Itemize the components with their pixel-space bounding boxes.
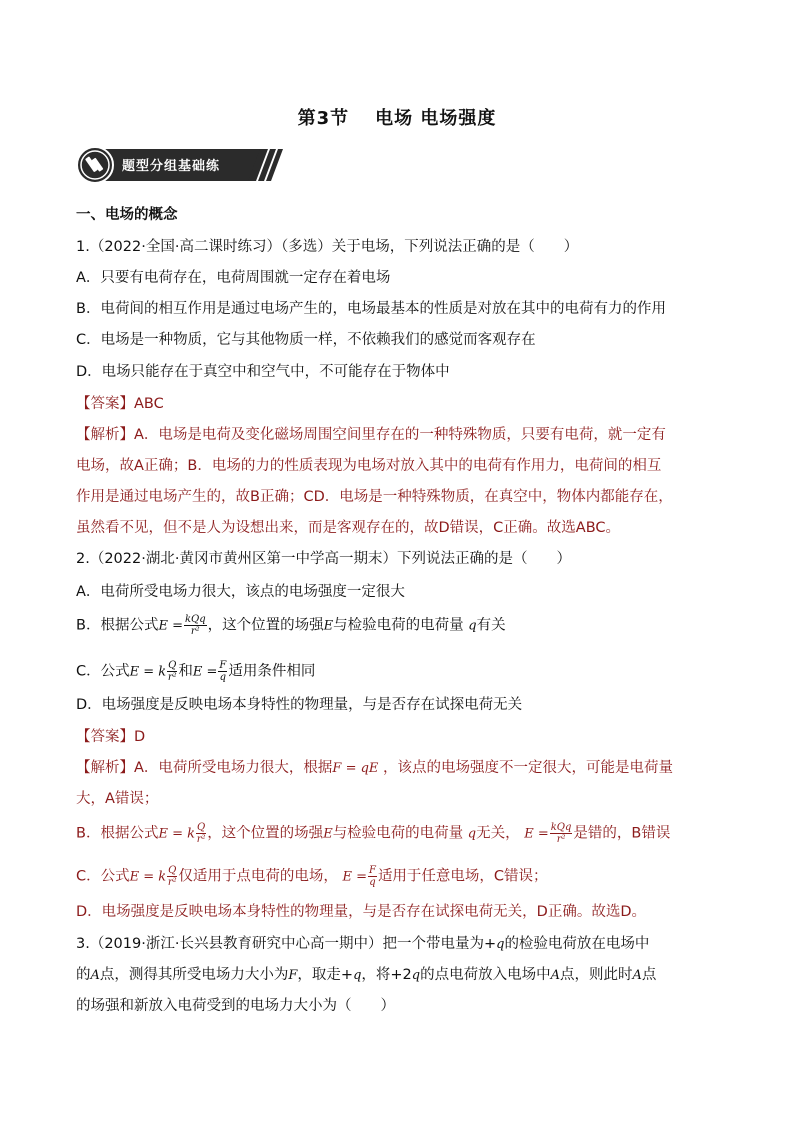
- question-1-option-d: D．电场只能存在于真空中和空气中，不可能存在于物体中: [76, 364, 450, 380]
- question-2-analysis-b: B．根据公式E = k $\frac{Q}{\text{r²}}$ ，这个位置的场强E与检验电荷的电荷量 q无关， E = $\frac{\text{kQq}}{\text{r²}}$ 是错的，B错误: [76, 822, 671, 845]
- question-3-stem-line: 3.（2019·浙江·长兴县教育研究中心高一期中）把一个带电量为+q的检验电荷放在电场中: [76, 936, 650, 952]
- question-1-stem: 1.（2022·全国·高二课时练习）（多选）关于电场，下列说法正确的是（ ）: [76, 239, 579, 255]
- formula-fraction: $\frac{Q}{\text{r²}}$: [196, 822, 206, 845]
- question-2-option-b: B．根据公式E = $\frac{\text{kQq}}{\text{r²}}$ ，这个位置的场强E与检验电荷的电荷量 q有关: [76, 614, 506, 637]
- question-1-option-a: A．只要有电荷存在，电荷周围就一定存在着电场: [76, 270, 391, 286]
- question-1-answer: 【答案】ABC: [76, 396, 164, 412]
- question-1-analysis-line: 作用是通过电场产生的，故B正确；CD．电场是一种特殊物质，在真空中，物体内都能存在，: [76, 489, 673, 505]
- question-3-stem-line: 的A点，测得其所受电场力大小为F，取走+q，将+2q的点电荷放入电场中A点，则此时A点: [76, 967, 657, 983]
- question-2-analysis-a: 【解析】A．电荷所受电场力很大，根据F = qE ，该点的电场强度不一定很大，可能是电荷量: [76, 760, 674, 776]
- question-2-option-d: D．电场强度是反映电场本身特性的物理量，与是否存在试探电荷无关: [76, 697, 523, 713]
- banner-label: 题型分组基础练: [122, 159, 221, 174]
- question-2-answer: 【答案】D: [76, 729, 146, 745]
- question-1-analysis-line: 电场，故A正确；B．电场的力的性质表现为电场对放入其中的电荷有作用力，电荷间的相互: [76, 458, 662, 474]
- question-3-stem-line: 的场强和新放入电荷受到的电场力大小为（ ）: [76, 998, 395, 1014]
- section-title: 第3节 电场 电场强度: [297, 108, 497, 129]
- question-1-option-b: B．电荷间的相互作用是通过电场产生的，电场最基本的性质是对放在其中的电荷有力的作用: [76, 301, 666, 317]
- question-2-analysis-c: C．公式E = k $\frac{Q}{\text{r²}}$ 仅适用于点电荷的电场， E = $\frac{F}{q}$ 适用于任意电场，C错误；: [76, 865, 548, 888]
- formula-fraction: $\frac{\text{kQq}}{\text{r²}}$: [184, 614, 206, 637]
- question-1-analysis-line: 虽然看不见，但不是人为设想出来，而是客观存在的，故D错误，C正确。故选ABC。: [76, 520, 621, 536]
- question-2-stem: 2.（2022·湖北·黄冈市黄州区第一中学高一期末）下列说法正确的是（ ）: [76, 551, 571, 567]
- question-2-option-c: C．公式E = k $\frac{Q}{\text{r²}}$ 和E = $\frac{F}{q}$ 适用条件相同: [76, 660, 316, 683]
- question-1-analysis-line: 【解析】A．电场是电荷及变化磁场周围空间里存在的一种特殊物质，只要有电荷，就一定有: [76, 427, 666, 443]
- formula-fraction: $\frac{\text{kQq}}{\text{r²}}$: [550, 822, 572, 845]
- formula-fraction: $\frac{F}{q}$: [368, 865, 376, 888]
- formula-fraction: $\frac{Q}{\text{r²}}$: [167, 865, 177, 888]
- section-banner: [76, 146, 284, 184]
- question-2-option-a: A．电荷所受电场力很大，该点的电场强度一定很大: [76, 584, 405, 600]
- question-2-analysis-a-cont: 大，A错误；: [76, 791, 159, 807]
- formula-fraction: $\frac{Q}{\text{r²}}$: [167, 660, 177, 683]
- question-1-option-c: C．电场是一种物质，它与其他物质一样，不依赖我们的感觉而客观存在: [76, 332, 536, 348]
- formula-fraction: $\frac{F}{q}$: [219, 660, 227, 683]
- section-heading: 一、电场的概念: [76, 207, 178, 223]
- question-2-analysis-d: D．电场强度是反映电场本身特性的物理量，与是否存在试探电荷无关，D正确。故选D。: [76, 904, 646, 920]
